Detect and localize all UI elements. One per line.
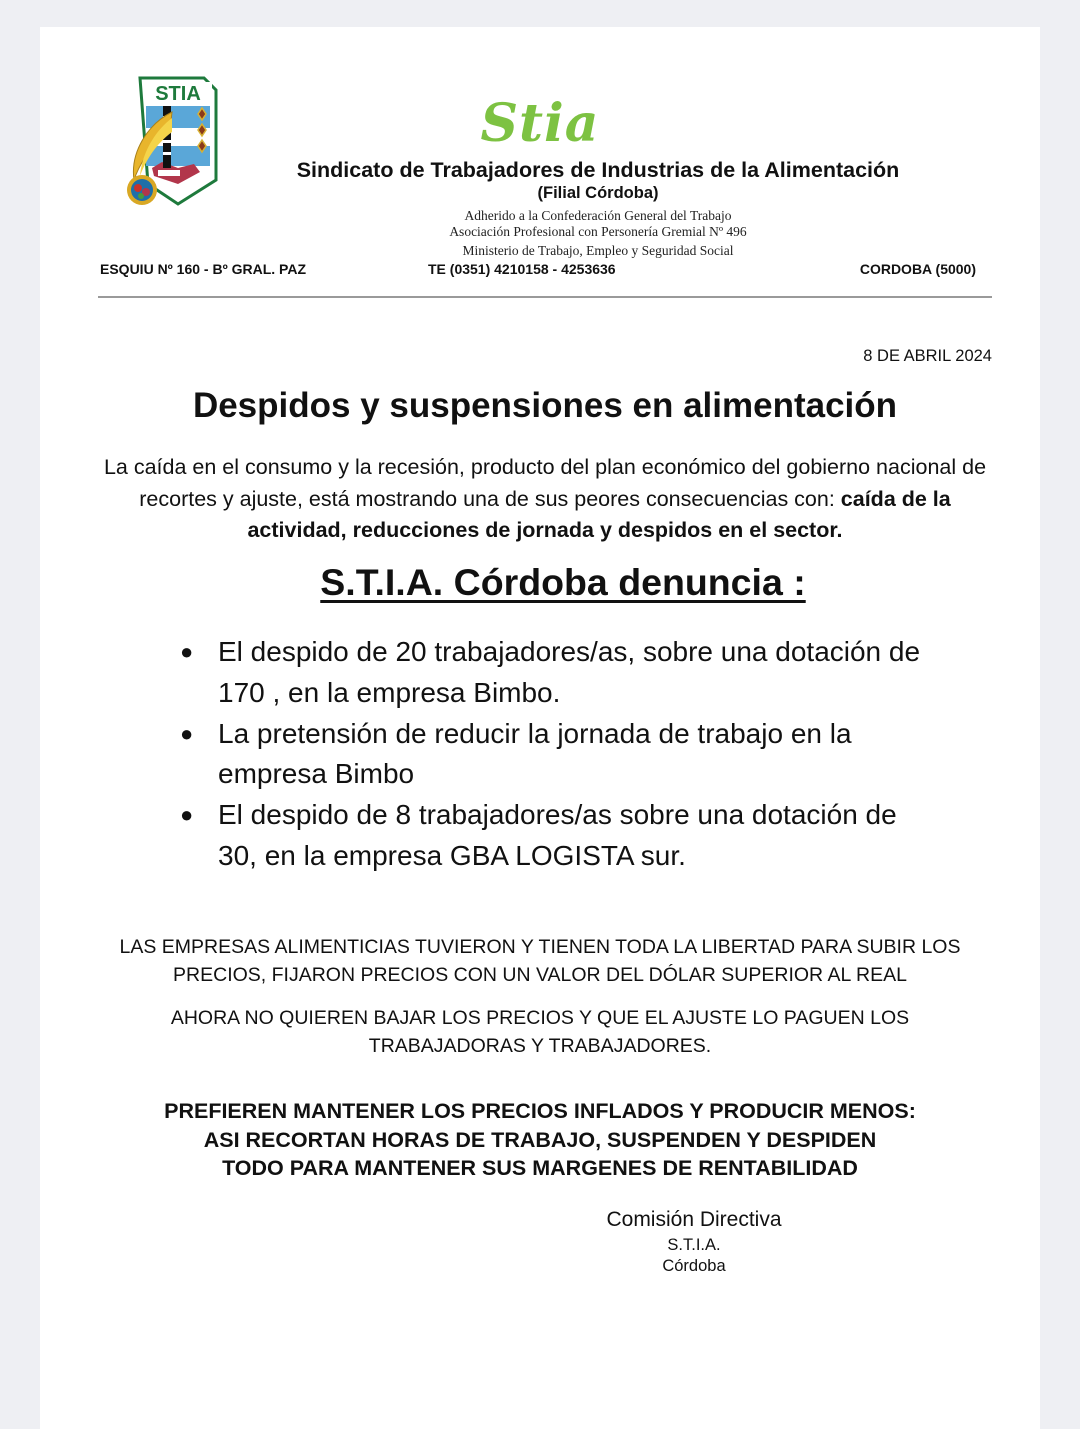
closing-line: ASI RECORTAN HORAS DE TRABAJO, SUSPENDEN Y DESPIDEN bbox=[203, 1127, 877, 1152]
denuncia-item: ● La pretensión de reducir la jornada de trabajo en la empresa Bimbo bbox=[180, 714, 940, 796]
affiliation-line: Adherido a la Confederación General del Trabajo bbox=[464, 208, 732, 223]
denuncia-heading: S.T.I.A. Córdoba denuncia : bbox=[320, 561, 806, 603]
branch-name: (Filial Córdoba) bbox=[537, 184, 659, 202]
organization-name: Sindicato de Trabajadores de Industrias de la Alimentación bbox=[296, 158, 900, 182]
bullet-icon: ● bbox=[180, 720, 194, 746]
city: CORDOBA (5000) bbox=[859, 261, 976, 277]
signature-committee: Comisión Directiva bbox=[606, 1208, 782, 1231]
affiliation-line: Ministerio de Trabajo, Empleo y Seguridad Social bbox=[462, 243, 734, 258]
paragraph-adjustment: AHORA NO QUIEREN BAJAR LOS PRECIOS Y QUE EL AJUSTE LO PAGUEN LOS TRABAJADORAS Y TRABAJADORES. bbox=[170, 1007, 910, 1057]
intro-plain-text: La caída en el consumo y la recesión, producto del plan económico del gobierno nacional de recortes y ajuste, está mostrando una de sus peores consecuencias con: bbox=[103, 455, 987, 511]
intro-paragraph bbox=[100, 452, 990, 547]
bullet-icon: ● bbox=[180, 802, 194, 828]
denuncia-item: ● El despido de 8 trabajadores/as sobre una dotación de 30, en la empresa GBA LOGISTA sur. bbox=[180, 795, 940, 877]
brand-name: Stia bbox=[480, 93, 600, 154]
closing-line: PREFIEREN MANTENER LOS PRECIOS INFLADOS Y PRODUCIR MENOS: bbox=[164, 1099, 916, 1123]
closing-line: TODO PARA MANTENER SUS MARGENES DE RENTABILIDAD bbox=[222, 1156, 858, 1180]
denuncia-list bbox=[180, 632, 940, 877]
document-date: 8 DE ABRIL 2024 bbox=[863, 347, 992, 365]
header-divider bbox=[98, 296, 992, 298]
closing-statement bbox=[80, 1097, 1000, 1183]
phone: TE (0351) 4210158 - 4253636 bbox=[428, 261, 616, 277]
document-page bbox=[40, 27, 1040, 1429]
denuncia-item: ● El despido de 20 trabajadores/as, sobre una dotación de 170 , en la empresa Bimbo. bbox=[180, 632, 940, 714]
address: ESQUIU Nº 160 - Bº GRAL. PAZ bbox=[100, 261, 306, 277]
document-title: Despidos y suspensiones en alimentación bbox=[192, 386, 898, 425]
paragraph-prices: LAS EMPRESAS ALIMENTICIAS TUVIERON Y TIENEN TODA LA LIBERTAD PARA SUBIR LOS PRECIOS, FIJARON PRECIOS CON UN VALOR DEL DÓLAR SUPERIOR AL REAL bbox=[119, 936, 961, 986]
affiliation-line: Asociación Profesional con Personería Gremial Nº 496 bbox=[449, 224, 747, 239]
signature-org: S.T.I.A. bbox=[667, 1236, 721, 1254]
signature-city: Córdoba bbox=[662, 1257, 726, 1275]
logo-text: STIA bbox=[155, 83, 201, 105]
bullet-icon: ● bbox=[180, 639, 194, 664]
intro-bold-text: caída de la actividad, reducciones de jornada y despidos en el sector. bbox=[247, 486, 951, 542]
